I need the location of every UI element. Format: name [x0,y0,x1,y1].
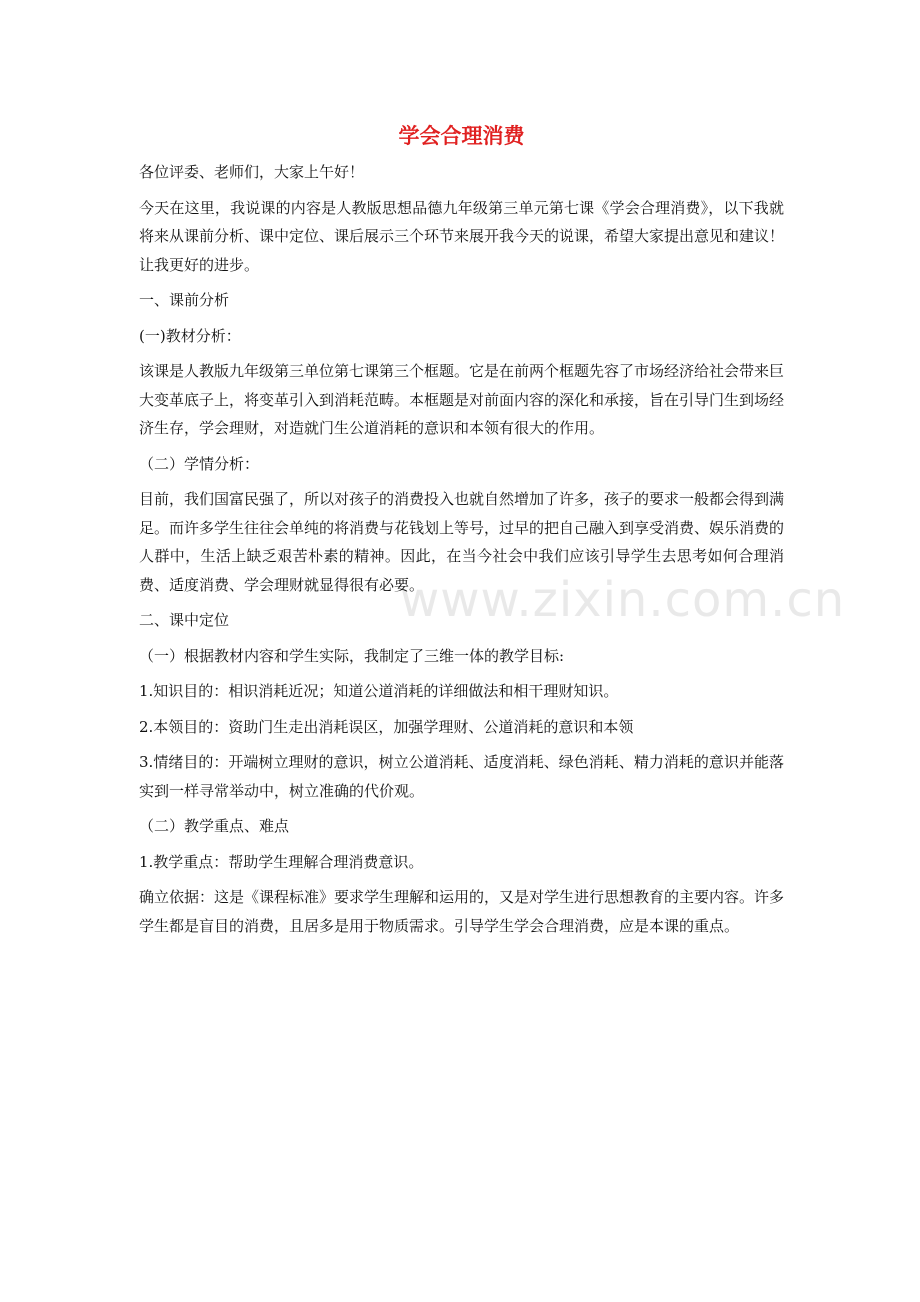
greeting-paragraph: 各位评委、老师们，大家上午好！ [139,163,365,181]
document-title: 学会合理消费 [398,123,525,148]
section-heading-in-class-positioning: 二、课中定位 [139,611,230,629]
subheading-student-analysis: （二）学情分析： [139,454,260,473]
intro-paragraph: 今天在这里，我说课的内容是人教版思想品德九年级第三单元第七课《学会合理消费》，以下我就将来从课前分析、课中定位、课后展示三个环节来展开我今天的说课，希望大家提出意见和建议！让我更好的进步。 [139,198,785,274]
subheading-key-points: （二）教学重点、难点 [139,817,290,835]
student-analysis-paragraph: 目前，我们国富民强了，所以对孩子的消费投入也就自然增加了许多，孩子的要求一般都会得到满足。而许多学生往往会单纯的将消费与花钱划上等号，过早的把自己融入到享受消费、娱乐消费的人群中，生活上缺乏艰苦朴素的精神。因此，在当今社会中我们应该引导学生去思考如何合理消费、适度消费、学会理财就显得很有必要。 [139,490,785,594]
document-body [139,118,784,947]
section-heading-pre-class-analysis: 一、课前分析 [139,291,230,309]
subheading-teaching-goals: （一）根据教材内容和学生实际，我制定了三维一体的教学目标: [139,646,565,665]
key-point-paragraph: 1.教学重点：帮助学生理解合理消费意识。 [139,852,424,871]
goal-emotion: 3.情绪目的：开端树立理财的意识，树立公道消耗、适度消耗、绿色消耗、精力消耗的意识并能落实到一样寻常举动中，树立准确的代价观。 [139,753,784,800]
textbook-analysis-paragraph: 该课是人教版九年级第三单位第七课第三个框题。它是在前两个框题先容了市场经济给社会带来巨大变革底子上，将变革引入到消耗范畴。本框题是对前面内容的深化和承接，旨在引导门生到场经济生存，学会理财，对造就门生公道消耗的意识和本领有很大的作用。 [139,362,785,437]
goal-ability: 2.本领目的：资助门生走出消耗误区，加强学理财、公道消耗的意识和本领 [139,717,634,736]
goal-knowledge: 1.知识目的：相识消耗近况；知道公道消耗的详细做法和相干理财知识。 [139,682,619,700]
subheading-textbook-analysis: (一)教材分析： [139,326,241,345]
basis-paragraph: 确立依据：这是《课程标准》要求学生理解和运用的，又是对学生进行思想教育的主要内容。许多学生都是盲目的消费，且居多是用于物质需求。引导学生学会合理消费，应是本课的重点。 [139,888,785,935]
watermark: www.zixin.com.cn [400,572,846,628]
